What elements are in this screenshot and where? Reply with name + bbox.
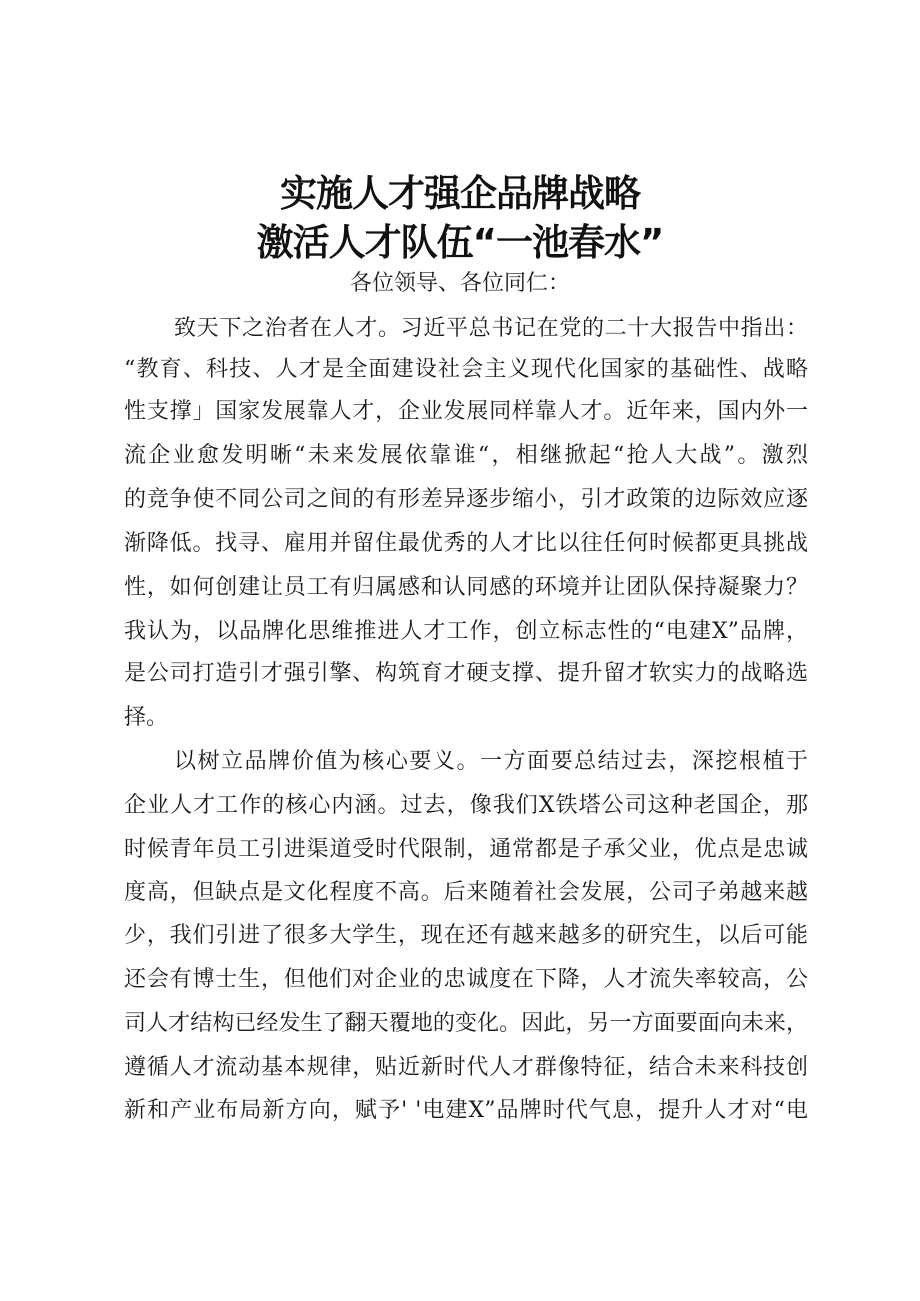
paragraph1-line: 性，如何创建让员工有归属感和认同感的环境并让团队保持凝聚力？ [124, 575, 808, 600]
paragraph2-line: 还会有博士生，但他们对企业的忠诚度在下降，人才流失率较高，公 [124, 967, 808, 992]
paragraph1-line: 性支撑」国家发展靠人才，企业发展同样靠人才。近年来，国内外一 [124, 399, 808, 424]
paragraph2-line: 司人才结构已经发生了翻天覆地的变化。因此，另一方面要面向未来， [124, 1011, 808, 1036]
paragraph2-line: 度高，但缺点是文化程度不高。后来随着社会发展，公司子弟越来越 [124, 880, 808, 905]
paragraph2-line: 以树立品牌价值为核心要义。一方面要总结过去，深挖根植于 [174, 749, 808, 774]
paragraph2-line: 遵循人才流动基本规律，贴近新时代人才群像特征，结合未来科技创 [124, 1055, 808, 1080]
paragraph2-line: 新和产业布局新方向，赋予' '电建X”品牌时代气息，提升人才对“电 [124, 1098, 808, 1123]
paragraph1-line: 渐降低。找寻、雇用并留住最优秀的人才比以往任何时候都更具挑战 [124, 531, 808, 556]
document-title-line-1: 实施人才强企品牌战略 [280, 172, 640, 215]
paragraph1-line: 择。 [124, 705, 169, 730]
paragraph1-line: 的竞争使不同公司之间的有形差异逐步缩小，引才政策的边际效应逐 [124, 487, 808, 512]
paragraph2-line: 时候青年员工引进渠道受时代限制，通常都是子承父业，优点是忠诚 [124, 837, 808, 862]
paragraph1-line: “教育、科技、人才是全面建设社会主义现代化国家的基础性、战略 [124, 357, 808, 382]
paragraph2-line: 企业人才工作的核心内涵。过去，像我们X铁塔公司这种老国企，那 [124, 793, 808, 818]
document-title-line-2: 激活人才队伍“一池春水” [256, 221, 664, 264]
paragraph1-line: 流企业愈发明晰“未来发展依靠谁“，相继掀起“抢人大战”。激烈 [124, 443, 808, 468]
salutation: 各位领导、各位同仁： [349, 271, 570, 296]
paragraph2-line: 少，我们引进了很多大学生，现在还有越来越多的研究生，以后可能 [124, 923, 808, 948]
paragraph1-line: 我认为，以品牌化思维推进人才工作，创立标志性的“电建X”品牌， [124, 619, 808, 644]
paragraph1-line: 是公司打造引才强引擎、构筑育才硬支撑、提升留才软实力的战略选 [124, 661, 808, 686]
paragraph1-line: 致天下之治者在人才。习近平总书记在党的二十大报告中指出： [174, 316, 808, 341]
